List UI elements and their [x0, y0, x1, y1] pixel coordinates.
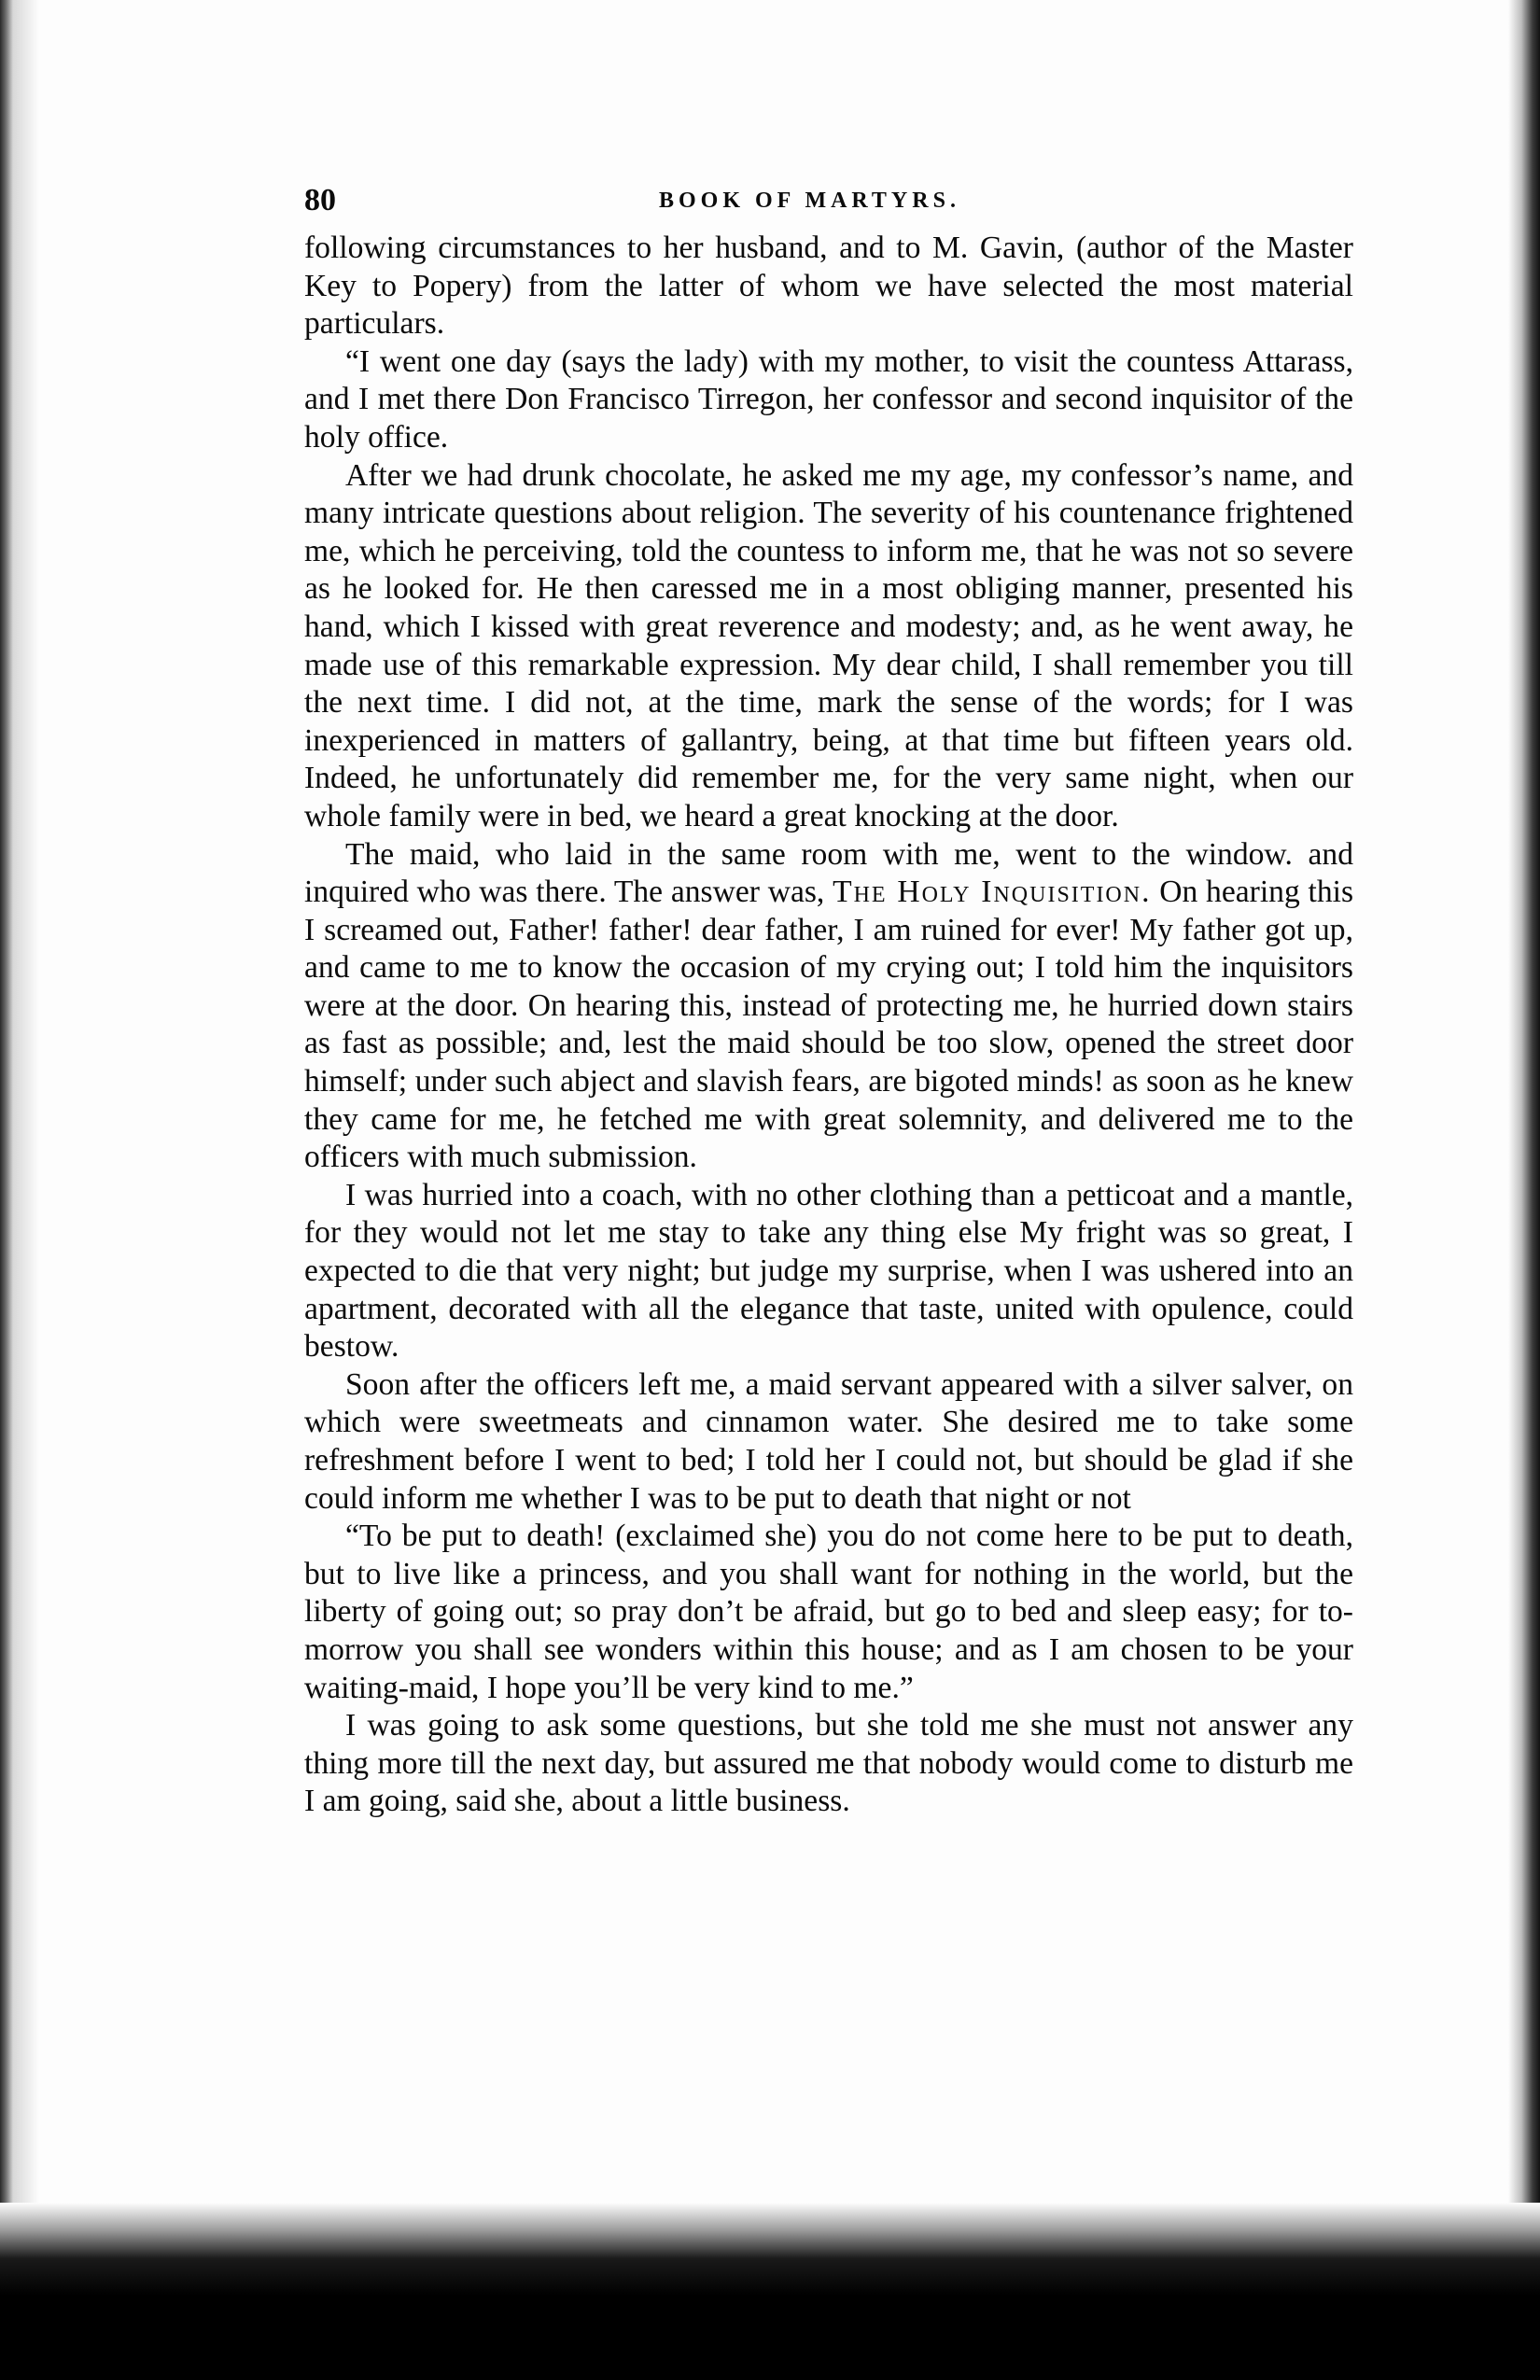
- scan-edge-left: [0, 0, 39, 2212]
- body-text: [304, 230, 1353, 1821]
- running-title: BOOK OF MARTYRS.: [659, 189, 960, 213]
- book-page: [304, 183, 1353, 1821]
- paragraph-4-text-a: The maid, who laid in the same room with me, went to the window. and inquired who was there. The answer was,: [304, 836, 1353, 910]
- paragraph-4: [304, 836, 1353, 1177]
- holy-inquisition-smallcaps: The Holy Inquisition.: [833, 875, 1152, 910]
- paragraph-5: I was hurried into a coach, with no other clothing than a petticoat and a mantle, for they would not let me stay to take any thing else My fright was so great, I expected to die that very night; but judge my surprise, when I was ushered into an apartment, decorated with all the elegance that taste, united with opulence, could bestow.: [304, 1177, 1353, 1365]
- paragraph-3: After we had drunk chocolate, he asked me my age, my confessor’s name, and many intricate questions about religion. The severity of his countenance frightened me, which he perceiving, told the countess to inform me, that he was not so severe as he looked for. He then caressed me in a most obliging manner, presented his hand, which I kissed with great reverence and modesty; and, as he went away, he made use of this remarkable expression. My dear child, I shall remember you till the next time. I did not, at the time, mark the sense of the words; for I was inexperienced in matters of gallantry, being, at that time but fifteen years old. Indeed, he unfortunately did remember me, for the very same night, when our whole family were in bed, we heard a great knocking at the door.: [304, 457, 1353, 833]
- scan-edge-right: [1508, 0, 1540, 2212]
- page-number: 80: [304, 183, 336, 217]
- paragraph-1: following circumstances to her husband, and to M. Gavin, (author of the Master Key to Popery) from the latter of whom we have selected the most material particulars.: [304, 231, 1353, 342]
- paragraph-7: “To be put to death! (exclaimed she) you do not come here to be put to death, but to live like a princess, and you shall want for nothing in the world, but the liberty of going out; so pray don’t be afraid, but go to bed and sleep easy; for to-morrow you shall see wonders within this house; and as I am chosen to be your waiting-maid, I hope you’ll be very kind to me.”: [304, 1519, 1353, 1705]
- scan-edge-bottom: [0, 2203, 1540, 2380]
- paragraph-8: I was going to ask some questions, but she told me she must not answer any thing more till the next day, but assured me that nobody would come to disturb me I am going, said she, about a little business.: [304, 1708, 1353, 1819]
- paragraph-2: “I went one day (says the lady) with my mother, to visit the countess Attarass, and I met there Don Francisco Tirregon, her confessor and second inquisitor of the holy office.: [304, 343, 1353, 455]
- paragraph-6: Soon after the officers left me, a maid servant appeared with a silver salver, on which were sweetmeats and cinnamon water. She desired me to take some refreshment before I went to bed; I told her I could not, but should be glad if she could inform me whether I was to be put to death that night or not: [304, 1366, 1353, 1516]
- running-head: [304, 183, 1353, 230]
- paragraph-4-text-b: On hearing this I screamed out, Father! father! dear father, I am ruined for ever! My father got up, and came to me to know the occasion of my crying out; I told him the inquisitors were at the door. On hearing this, instead of protecting me, he hurried down stairs as fast as possible; and, lest the maid should be too slow, opened the street door himself; under such abject and slavish fears, are bigoted minds! as soon as he knew they came for me, he fetched me with great solemnity, and delivered me to the officers with much submission.: [304, 875, 1354, 1175]
